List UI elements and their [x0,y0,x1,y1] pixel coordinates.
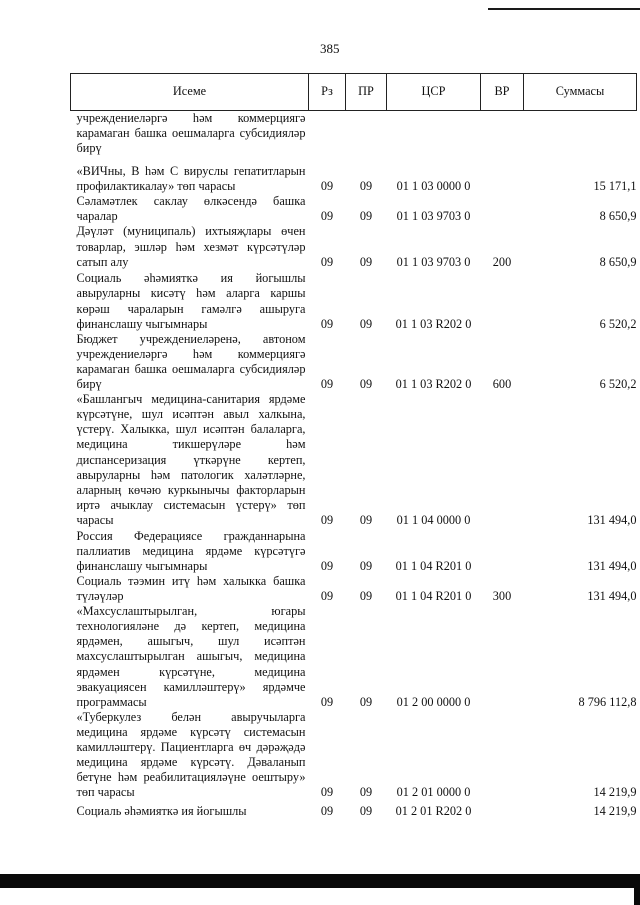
table-header [71,74,637,111]
header-pr: ПР [346,74,387,111]
cell-sum: 8 796 112,8 [578,694,637,709]
cell-sum: 15 171,1 [593,179,637,194]
cell-rz: 09 [320,558,334,573]
cell-sum: 6 520,2 [599,377,637,392]
cell-sum: 131 494,0 [587,589,637,604]
cell-name: Социаль әһәмияткә ия йогышлы авыруларны кисәтү һәм аларга каршы көрәш чараларын гамәлгә ашыруга финанслашу чыгымнары [76,271,306,331]
cell-vr [481,111,524,157]
cell-name: Бюджет учреждениеләренә, автоном учреждениеләргә һәм коммерциягә карамаган башка оешмаларга субсидияләр бирү [76,331,306,392]
cell-name: Россия Федерациясе гражданнарына паллиатив медицина ярдәме күрсәтүгә финанслашу чыгымнары [76,528,306,573]
cell-rz [309,111,346,157]
cell-vr: 200 [492,254,512,269]
table-row [71,224,637,269]
cell-vr: 300 [492,589,512,604]
cell-csr: 01 1 03 R202 0 [395,316,472,331]
cell-name: «Туберкулез белән авыручыларга медицина ярдәме күрсәтү системасын камилләштерү. Пациентларга өч дәрәҗәдә медицина ярдәме күрсәтү. Дәваланып бетүне һәм реабилитацияләүне оештыру» төп чарасы [76,709,306,800]
cell-csr: 01 1 04 R201 0 [395,558,472,573]
cell-vr [481,194,524,224]
table-row [71,528,637,574]
cell-rz: 09 [320,179,334,194]
cell-csr [387,111,481,157]
cell-sum: 14 219,9 [593,785,637,800]
cell-pr: 09 [359,377,373,392]
cell-name: учреждениеләргә һәм коммерциягә карамаган башка оешмаларга субсидияләр бирү [76,111,306,156]
cell-rz: 09 [320,785,334,800]
cell-sum: 6 520,2 [599,316,637,331]
cell-pr: 09 [359,558,373,573]
cell-csr: 01 1 03 9703 0 [396,209,471,224]
table-row [71,111,637,157]
cell-vr [481,270,524,332]
cell-sum: 8 650,9 [599,254,637,269]
cell-pr [346,111,387,157]
table-row [71,270,637,332]
cell-sum: 131 494,0 [587,512,637,527]
cell-csr: 01 1 04 R201 0 [395,589,472,604]
cell-name: «Махсуслаштырылган, югары технологияләне дә кертеп, медицина ярдәмен, ашыгыч, шул исәптән махсуслаштырылган ашыгыч, медицина ярдәмен күрсәтүне, медицина эвакуациясен камилләштерү» ярдәмче программасы [76,604,306,709]
cell-pr: 09 [359,694,373,709]
cell-sum: 131 494,0 [587,558,637,573]
table-row [71,332,637,392]
cell-name: «Башлангыч медицина-санитария ярдәме күрсәтүне, шул исәптән авыл халкына, үстерү. Халыкка, шул исәптән балаларга, медицина тикшерүләре һәм диспансеризация үткәрүне кертеп, авыруларны һәм патологик халәтләрне, аларның көчәю куркынычы факторларын иртә ачыклау системасын үстерү» төп чарасы [76,392,306,527]
table-row [71,604,637,710]
cell-name: Дәүләт (муниципаль) ихтыяҗлары өчен товарлар, эшләр һәм хезмәт күрсәтүләр сатып алу [76,224,306,269]
cell-rz: 09 [320,804,334,819]
cell-vr [481,800,524,828]
budget-table [70,73,637,828]
table-row [71,392,637,528]
cell-csr: 01 1 03 9703 0 [396,254,471,269]
cell-csr: 01 2 00 0000 0 [396,694,471,709]
cell-pr: 09 [359,804,373,819]
scan-bottom-border [0,874,640,888]
cell-rz: 09 [320,316,334,331]
cell-csr: 01 2 01 0000 0 [396,785,471,800]
cell-csr: 01 1 03 0000 0 [396,179,471,194]
table-body [71,111,637,829]
cell-sum [524,111,637,157]
cell-pr: 09 [359,179,373,194]
top-rule [488,8,640,10]
cell-rz: 09 [320,377,334,392]
cell-pr: 09 [359,316,373,331]
cell-rz: 09 [320,512,334,527]
page-number: 385 [320,41,340,56]
cell-vr [481,156,524,194]
cell-csr: 01 1 03 R202 0 [395,377,472,392]
cell-csr: 01 1 04 0000 0 [396,512,471,527]
header-csr: ЦСР [387,74,481,111]
table-row [71,194,637,224]
cell-vr [481,392,524,528]
cell-name: Социаль әһәмияткә ия йогышлы [76,804,247,819]
table-row [71,800,637,828]
cell-sum: 14 219,9 [593,804,637,819]
cell-vr [481,528,524,574]
cell-vr [481,604,524,710]
cell-vr: 600 [492,377,512,392]
cell-vr [481,710,524,801]
scan-right-edge [634,876,640,905]
header-rz: Рз [309,74,346,111]
table-row [71,574,637,604]
table-row [71,156,637,194]
cell-pr: 09 [359,785,373,800]
header-vr: ВР [481,74,524,111]
cell-rz: 09 [320,589,334,604]
cell-csr: 01 2 01 R202 0 [395,804,472,819]
header-name: Исеме [71,74,309,111]
cell-name: Социаль тәэмин итү һәм халыкка башка түләүләр [76,573,306,604]
cell-rz: 09 [320,694,334,709]
cell-name: «ВИЧны, В һәм С вируслы гепатитларын профилактикалау» төп чарасы [76,164,306,194]
cell-pr: 09 [359,589,373,604]
table-row [71,710,637,801]
cell-pr: 09 [359,254,373,269]
cell-pr: 09 [359,209,373,224]
header-sum: Суммасы [524,74,637,111]
cell-rz: 09 [320,209,334,224]
cell-pr: 09 [359,512,373,527]
cell-name: Сәламәтлек саклау өлкәсендә башка чаралар [76,194,306,224]
cell-sum: 8 650,9 [599,209,637,224]
cell-rz: 09 [320,254,334,269]
